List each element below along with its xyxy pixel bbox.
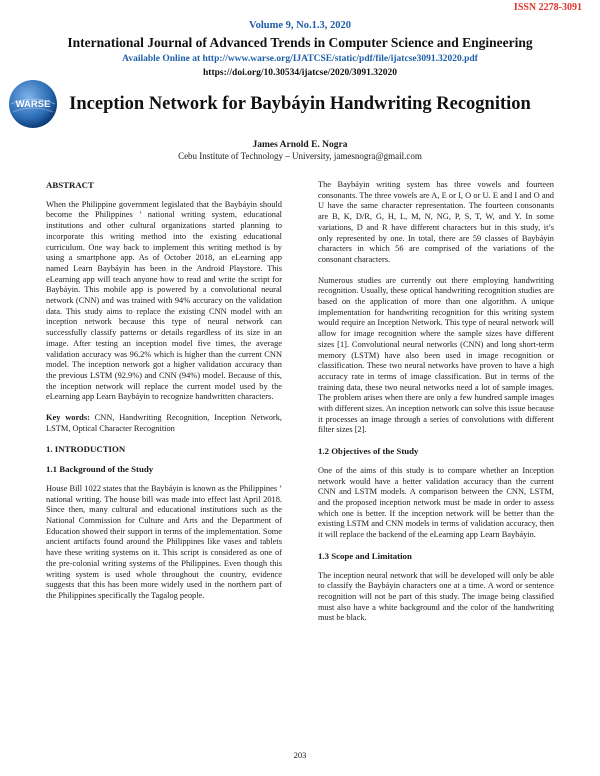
- issn: ISSN 2278-3091: [513, 2, 582, 13]
- scope-text: The inception neural network that will be developed will only be able to classify the Baybáyin characters one at a time. A word or sentence recognition will not be part of this study. The image being classified must also have a white background and the color of the handwriting must be black.: [318, 570, 554, 623]
- journal-title: International Journal of Advanced Trends in Computer Science and Engineering: [67, 35, 533, 50]
- left-column: [46, 180, 282, 612]
- background-text: House Bill 1022 states that the Baybáyin is known as the Philippines ’ national writing. The house bill was made into effect last April 2018. Since then, many cultural and educational institutions such as the National Commission for Culture and Arts and the Department of Education showed their support in terms of the implementation. Some ancient artifacts found around the Philippines like vases and tablets have these writing systems on it. This script is considered as one of the pre-colonial writing systems of the Philippines. Even though this writing system is used whole throughout the country, evidence suggests that this has been more widely used in the northern part of the Philippines specifically the Tagalog people.: [46, 483, 282, 600]
- author-name: James Arnold E. Nogra: [252, 140, 348, 150]
- author-affiliation: Cebu Institute of Technology – University, jamesnogra@gmail.com: [178, 151, 422, 161]
- volume-info: Volume 9, No.1.3, 2020: [249, 20, 351, 31]
- keywords-text: CNN, Handwriting Recognition, Inception Network, LSTM, Optical Character Recognition: [46, 413, 283, 433]
- keywords-label: Key words:: [46, 413, 90, 423]
- abstract-text: When the Philippine government legislated that the Baybáyin should become the Philippines ’ national writing system, educational institutions and other cultural organizations started planning to incorporate this writing method into the existing educational curriculum. One way back to implement this writing method is by using a smartphone app. As of October 2018, an eLearning app named Learn Baybáyin has been in the Android Playstore. This eLearning app will teach anyone how to read and write the script for Baybáyin. This mobile app is powered by a convolutional neural network (CNN) and was trained with 94% accuracy on the validation data. This study aims to replace the existing CNN model with an inception network because this type of neural network can successfully classify patterns or details regardless of its size in an image. After testing an inception model five times, the average validation accuracy was 96.2% which is higher than the current CNN model. The inception network got a higher validation accuracy than the previous LSTM (92.9%) and CNN (94%) model. Because of this, the inception network will replace the current model used by the eLearning app Learn Baybáyin to recognize handwritten characters.: [46, 199, 282, 402]
- objectives-heading: 1.2 Objectives of the Study: [318, 446, 419, 457]
- objectives-text: One of the aims of this study is to compare whether an Inception network would have a better validation accuracy than the current CNN and LSTM models. A comparison between the CNN, LSTM, and the proposed inception network must be made in order to assess which one is better. If the inception network will be better than the existing LSTM and CNN models in terms of validation accuracy, then it will replace the backend of the eLearning app Learn Baybáyin.: [318, 465, 554, 540]
- keywords: [46, 413, 282, 434]
- abstract-heading: ABSTRACT: [46, 180, 94, 190]
- page-number: 203: [293, 750, 307, 760]
- studies-paragraph: Numerous studies are currently out there employing handwriting recognition. Usually, these optical handwriting recognition studies are based on the application of more than one algorithm. A unique implementation for handwriting recognition for this writing system would require an Inception Network. This type of neural network will allow for image recognition where the sample sizes have different sizes [1]. Convolutional neural networks (CNN) and long short-term memory (LSTM) have also been used in image recognition or classification. These two neural networks have proven to have a high accuracy rate in terms of image classification. But in terms of the training data, these two neural networks need a lot of sample images. The problem arises when there are only a few hundred sample images with different sizes. An inception network can solve this issue because it processes an image through a series of convolutions with different filter sizes [2].: [318, 275, 554, 435]
- background-heading: 1.1 Background of the Study: [46, 464, 154, 475]
- introduction-heading: 1. INTRODUCTION: [46, 444, 126, 455]
- scope-heading: 1.3 Scope and Limitation: [318, 550, 412, 561]
- online-link[interactable]: Available Online at http://www.warse.org/IJATCSE/static/pdf/file/ijatcse3091.32020.pdf: [122, 54, 478, 64]
- right-column: [318, 180, 554, 634]
- doi-link[interactable]: https://doi.org/10.30534/ijatcse/2020/3091.32020: [203, 68, 397, 78]
- paper-title: Inception Network for Baybáyin Handwriting Recognition: [69, 94, 531, 114]
- logo-text: WARSE: [15, 99, 51, 110]
- vowels-paragraph: The Baybáyin writing system has three vowels and fourteen consonants. The three vowels are A, E or I, O or U. E and I and O and U have the same character representation. The fourteen consonants are B, K, D/R, G, H, L, M, N, NG, P, S, T, W, and Y. In some variations, D and R have different characters but in this study, it’s only represented by one. In total, there are 59 classes of Baybáyin characters in which 56 are comprised of the variations of the consonant characters.: [318, 180, 554, 264]
